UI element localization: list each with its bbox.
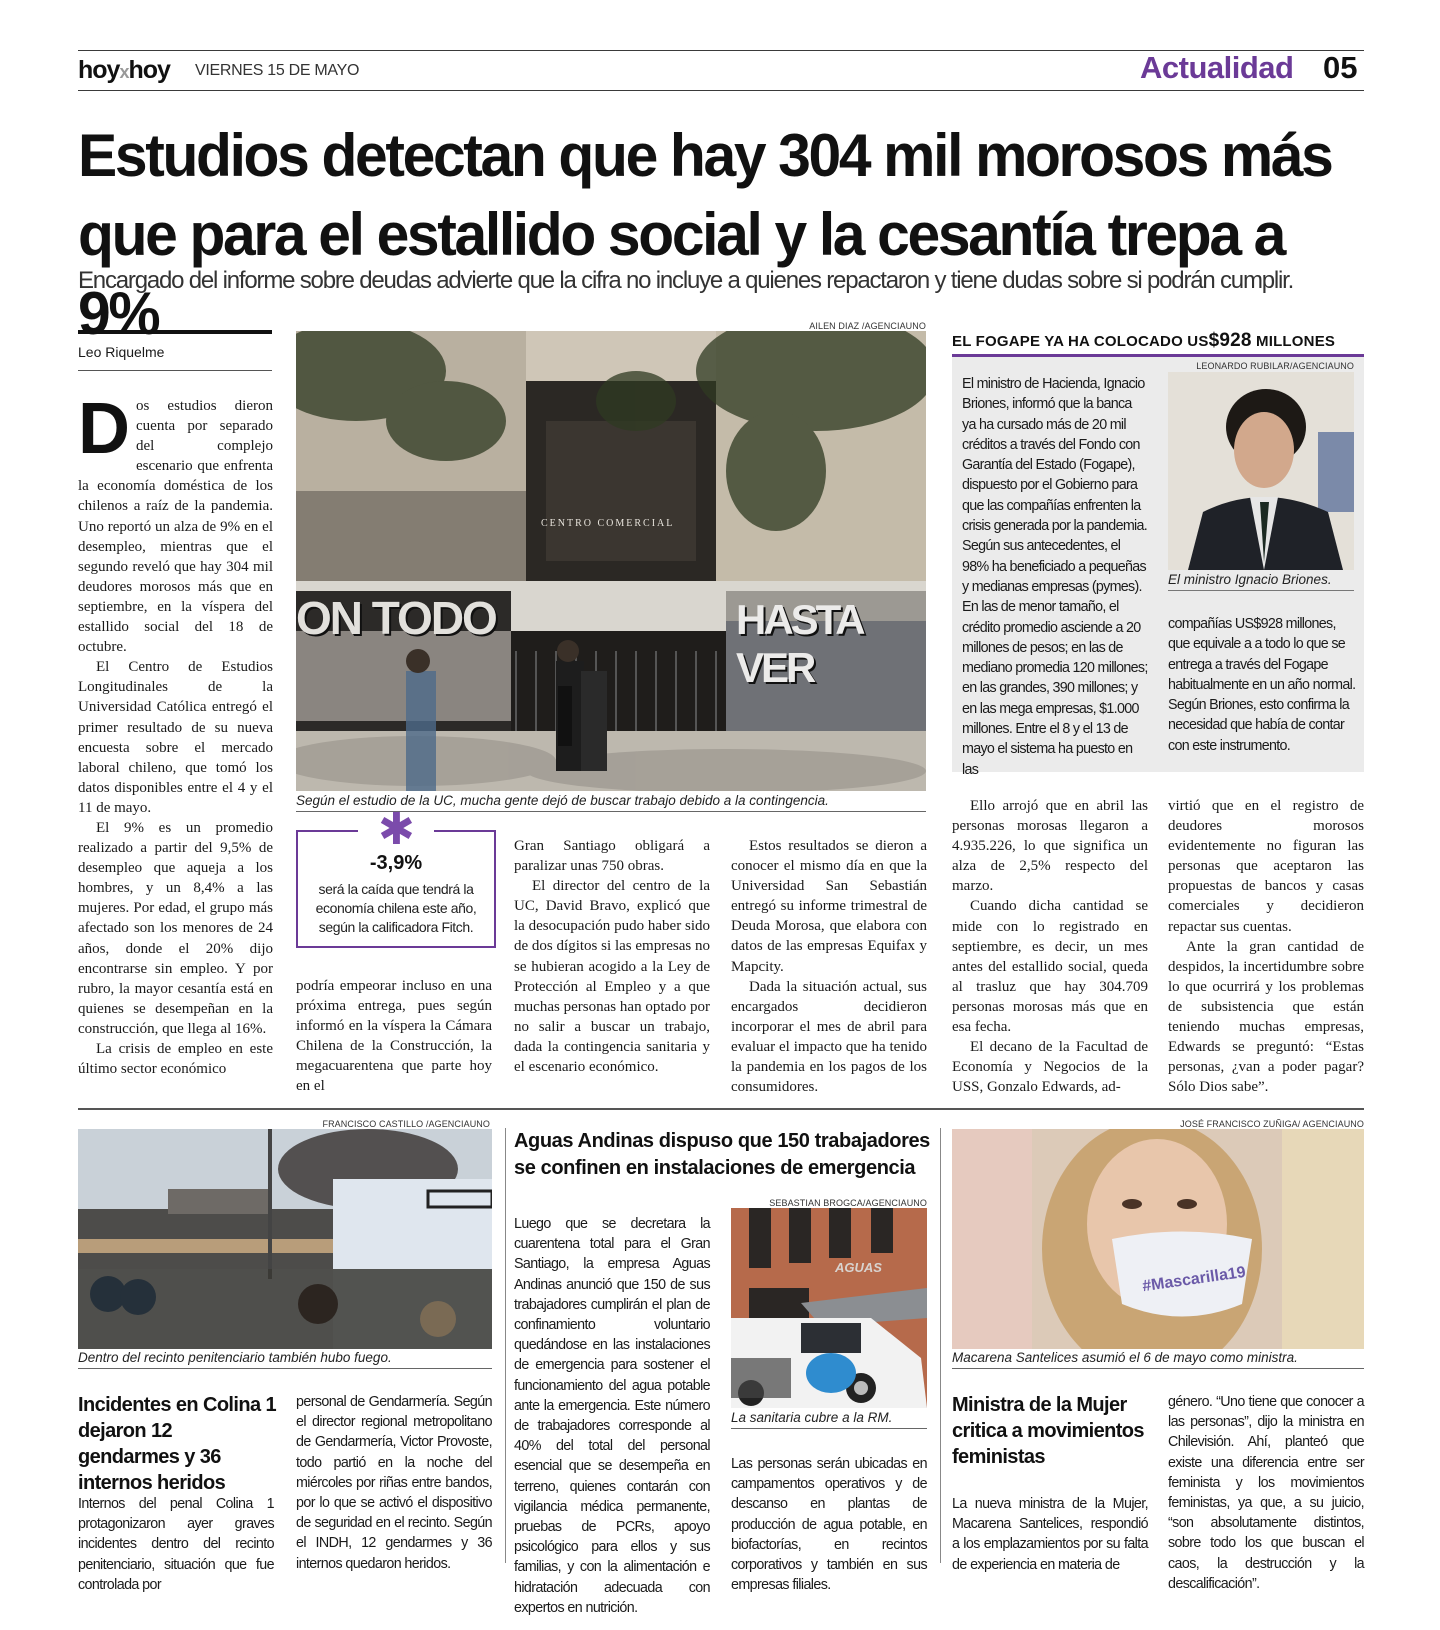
brief-1-title: Incidentes en Colina 1 dejaron 12 gendarmes y 36 internos heridos bbox=[78, 1394, 276, 1494]
sidebar-column-1: El ministro de Hacienda, Ignacio Briones, informó que la banca ya ha cursado más de 20 mil créditos a través del Fondo con Garantía del Estado (Fogape), dispuesto por el Gobierno para que las compañías enfrenten la crisis generada por la pandemia. Según sus antecedentes, el 98% ha beneficiado a pequeñas y medianas empresas (pymes). En las de menor tamaño, el crédito promedio asciende a 20 millones de pesos; en las de mediano promedia 120 millones; en las grandes, 390 millones; y en las mega empresas, $1.000 millones. Entre el 8 y el 13 de mayo el sistema ha puesto en las bbox=[962, 376, 1148, 778]
photo-sign-text: CENTRO COMERCIAL bbox=[541, 518, 675, 529]
byline-author: Leo Riquelme bbox=[78, 344, 165, 360]
paragraph: Ello arrojó que en abril las personas morosas llegaron a 4.935.226, lo que significa un alza de 2,5% respecto del marzo. bbox=[952, 798, 1148, 895]
briefs-divider bbox=[78, 1108, 1364, 1110]
brief-2-title: Aguas Andinas dispuso que 150 trabajadores se confinen en instalaciones de emergencia bbox=[514, 1130, 930, 1179]
brief-1-column-2: personal de Gendarmería. Según el director regional metropolitano de Gendarmería, Victor Provoste, todo partió en la noche del miércoles por riñas entre bandos, por lo que se activó el dispositivo de seguridad en el recinto. Según el INDH, 12 gendarmes y 36 internos quedaron heridos. bbox=[296, 1394, 492, 1572]
article-column-2 bbox=[296, 976, 492, 1097]
paragraph: El director del centro de la UC, David Bravo, explicó que la desocupación pudo haber sido de dos dígitos si las empresas no se hubieran acogido a la Ley de Protección al Empleo y a que muchas personas han optado por no salir a buscar un trabajo, dada la contingencia sanitaria y el escenario económico. bbox=[514, 878, 710, 1076]
asterisk-icon: ✱ bbox=[378, 805, 415, 854]
main-photo-credit: AILEN DIAZ /AGENCIAUNO bbox=[809, 321, 926, 331]
brief-3-photo-caption: Macarena Santelices asumió el 6 de mayo como ministra. bbox=[952, 1350, 1364, 1369]
brief-1-photo[interactable] bbox=[78, 1129, 492, 1349]
photo-graffiti-left: ON TODO bbox=[296, 592, 496, 644]
article-column-4 bbox=[731, 836, 927, 1097]
stat-box-rule-left bbox=[298, 830, 358, 832]
minister-mask-illustration bbox=[952, 1129, 1364, 1349]
brief-1-column-1: Internos del penal Colina 1 protagonizaron ayer graves incidentes dentro del recinto penitenciario, situación que fue controlada por bbox=[78, 1496, 274, 1593]
issue-date: VIERNES 15 DE MAYO bbox=[195, 62, 360, 79]
main-photo[interactable] bbox=[296, 331, 926, 791]
paragraph: Estos resultados se dieron a conocer el mismo día en que la Universidad San Sebastián entregó su informe trimestral de Deuda Morosa, que elabora con datos de las empresas Equifax y Mapcity. bbox=[731, 838, 927, 975]
sidebar-title-prefix: EL FOGAPE YA HA COLOCADO US bbox=[952, 333, 1209, 350]
paragraph: virtió que en el registro de deudores morosos evidentemente no figuran las personas que aceptaron las propuestas de bancos y casas comerciales y decidieron repactar sus cuentas. bbox=[1168, 798, 1364, 935]
brief-3-column-2: género. “Uno tiene que conocer a las personas”, dijo la ministra en Chilevisión. Ahí, planteó que existe una diferencia entre ser feminista y los movimientos feministas, ya que, a su juicio, “son absolutamente distintos, sobre todo los que buscan el caos, la destrucción y la descalificación”. bbox=[1168, 1394, 1364, 1592]
photo-sign-aguas: AGUAS bbox=[835, 1260, 882, 1275]
sidebar-photo[interactable] bbox=[1168, 372, 1354, 570]
main-deck: Encargado del informe sobre deudas advierte que la cifra no incluye a quienes repactaron y tiene dudas sobre si podrán cumplir. bbox=[78, 267, 1294, 294]
sidebar-photo-caption: El ministro Ignacio Briones. bbox=[1168, 572, 1354, 591]
sidebar-title-amount: $928 bbox=[1208, 330, 1252, 351]
paragraph: El 9% es un promedio realizado a partir del 9,5% de desempleo que aqueja a los hombres, y un 8,4% a las mujeres. Por edad, el grupo más afectado son los menores de 24 años, donde el 20% dijo encontrarse sin empleo. Y por rubro, la mayor cesantía está en quienes se desempeñan en la construcción, que llega al 16%. bbox=[78, 819, 273, 1037]
sidebar-column-2: compañías US$928 millones, que equivale a a todo lo que se entrega a través del Fogape habitualmente en un año normal. Según Briones, esto confirma la necesidad que había de contar con este instrumento. bbox=[1168, 616, 1356, 754]
article-column-1 bbox=[78, 389, 273, 1079]
logo-right: hoy bbox=[128, 56, 170, 84]
publication-logo[interactable] bbox=[78, 56, 170, 85]
brief-column-rule-2 bbox=[940, 1128, 941, 1563]
article-column-6 bbox=[1168, 796, 1364, 1097]
prison-fire-illustration bbox=[78, 1129, 492, 1349]
paragraph: Dada la situación actual, sus encargados decidieron incorporar el mes de abril para evaluar el impacto que ha tenido la pandemia en los pagos de los consumidores. bbox=[731, 978, 927, 1096]
brief-3-column-1: La nueva ministra de la Mujer, Macarena Santelices, respondió a los emplazamientos por su falta de experiencia en materia de bbox=[952, 1496, 1148, 1573]
brief-1-photo-caption: Dentro del recinto penitenciario también hubo fuego. bbox=[78, 1350, 492, 1369]
brief-2-photo[interactable] bbox=[731, 1208, 927, 1408]
brief-3-title: Ministra de la Mujer critica a movimientos feministas bbox=[952, 1394, 1144, 1468]
paragraph: Gran Santiago obligará a paralizar unas 750 obras. bbox=[514, 838, 710, 875]
sidebar-title-suffix: MILLONES bbox=[1251, 333, 1336, 350]
main-photo-caption: Según el estudio de la UC, mucha gente dejó de buscar trabajo debido a la contingencia. bbox=[296, 793, 926, 812]
paragraph: podría empeorar incluso en una próxima entrega, pues según informó en la víspera la Cámara Chilena de la Construcción, la megacuarentena que parte hoy en el bbox=[296, 978, 492, 1095]
page-number: 05 bbox=[1323, 50, 1358, 85]
paragraph: Cuando dicha cantidad se mide con lo registrado en septiembre, es decir, un mes antes del estallido social, queda al trasluz que hay 304.709 personas morosas más que en esa fecha. bbox=[952, 898, 1148, 1036]
paragraph: os estudios dieron cuenta por separado del complejo escenario que enfrenta la economía doméstica de los chilenos a raíz de la pandemia. Uno reportó un alza de 9% en el desempleo, mientras que el segundo reveló que hay 304 mil deudores morosos más que en septiembre, en la víspera del estallido social del 18 de octubre. bbox=[78, 398, 273, 656]
brief-1-photo-credit: FRANCISCO CASTILLO /AGENCIAUNO bbox=[322, 1119, 490, 1129]
photo-graffiti-right: HASTA VER bbox=[736, 596, 861, 691]
mask-text: #Mascarilla19 bbox=[1141, 1263, 1247, 1296]
brief-3-photo[interactable] bbox=[952, 1129, 1364, 1349]
sidebar-title bbox=[952, 330, 1364, 358]
minister-portrait bbox=[1168, 372, 1354, 570]
brief-2-column-1: Luego que se decretara la cuarentena total para el Gran Santiago, la empresa Aguas Andinas anunció que 150 de sus trabajadores cumplirán el plan de confinamiento voluntario quedándose en las instalaciones de emergencia para sostener el funcionamiento del agua potable ante la emergencia. Este número de trabajadores corresponde al 40% del total del personal esencial que se desempeña en terreno, quienes contarán con vigilancia médica permanente, pruebas de PCRs, apoyo psicológico para ellos y sus familias, y con la alimentación e hidratación adecuada con expertos en nutrición. bbox=[514, 1216, 710, 1616]
paragraph: Ante la gran cantidad de despidos, la incertidumbre sobre lo que ocurrirá y los problemas de subsistencia que están teniendo muchas empresas, Edwards se preguntó: “Estas personas, ¿van a poder pagar? Sólo Dios sabe”. bbox=[1168, 938, 1364, 1096]
dropcap: D bbox=[78, 389, 130, 469]
sidebar-photo-credit: LEONARDO RUBILAR/AGENCIAUNO bbox=[1196, 361, 1354, 371]
section-name: Actualidad bbox=[1140, 50, 1294, 85]
article-column-5 bbox=[952, 796, 1148, 1097]
stat-description: será la caída que tendrá la economía chilena este año, según la calificadora Fitch. bbox=[315, 881, 477, 935]
brief-2-photo-caption: La sanitaria cubre a la RM. bbox=[731, 1410, 927, 1429]
paragraph: La crisis de empleo en este último sector económico bbox=[78, 1041, 273, 1078]
stat-value: -3,9% bbox=[369, 852, 423, 874]
brief-2-photo-credit: SEBASTIAN BROGCA/AGENCIAUNO bbox=[769, 1198, 927, 1208]
main-headline: Estudios detectan que hay 304 mil morosos más que para el estallido social y la cesantía trepa a 9% bbox=[78, 122, 1332, 347]
masthead-bottom-rule bbox=[78, 90, 1364, 91]
brief-column-rule-1 bbox=[505, 1128, 506, 1563]
logo-left: hoy bbox=[78, 56, 120, 84]
aguas-building-illustration bbox=[731, 1208, 927, 1408]
stat-box-rule-right bbox=[434, 830, 494, 832]
article-column-3 bbox=[514, 836, 710, 1077]
brief-2-column-2: Las personas serán ubicadas en campamentos operativos y de descanso en plantas de producción de agua potable, en biofactorías, en recintos corporativos y también en sus empresas filiales. bbox=[731, 1456, 927, 1594]
paragraph: El Centro de Estudios Longitudinales de la Universidad Católica entregó el primer resultado de su nueva encuesta sobre el mercado laboral chileno, que tomó los datos disponibles entre el 4 y el 11 de mayo. bbox=[78, 659, 273, 816]
stat-box bbox=[296, 830, 496, 948]
main-photo-illustration bbox=[296, 331, 926, 791]
paragraph: El decano de la Facultad de Economía y Negocios de la USS, Gonzalo Edwards, ad- bbox=[952, 1039, 1148, 1096]
brief-3-photo-credit: JOSÉ FRANCISCO ZUÑIGA/ AGENCIAUNO bbox=[1180, 1119, 1364, 1129]
byline bbox=[78, 330, 272, 371]
logo-x: x bbox=[119, 62, 129, 82]
